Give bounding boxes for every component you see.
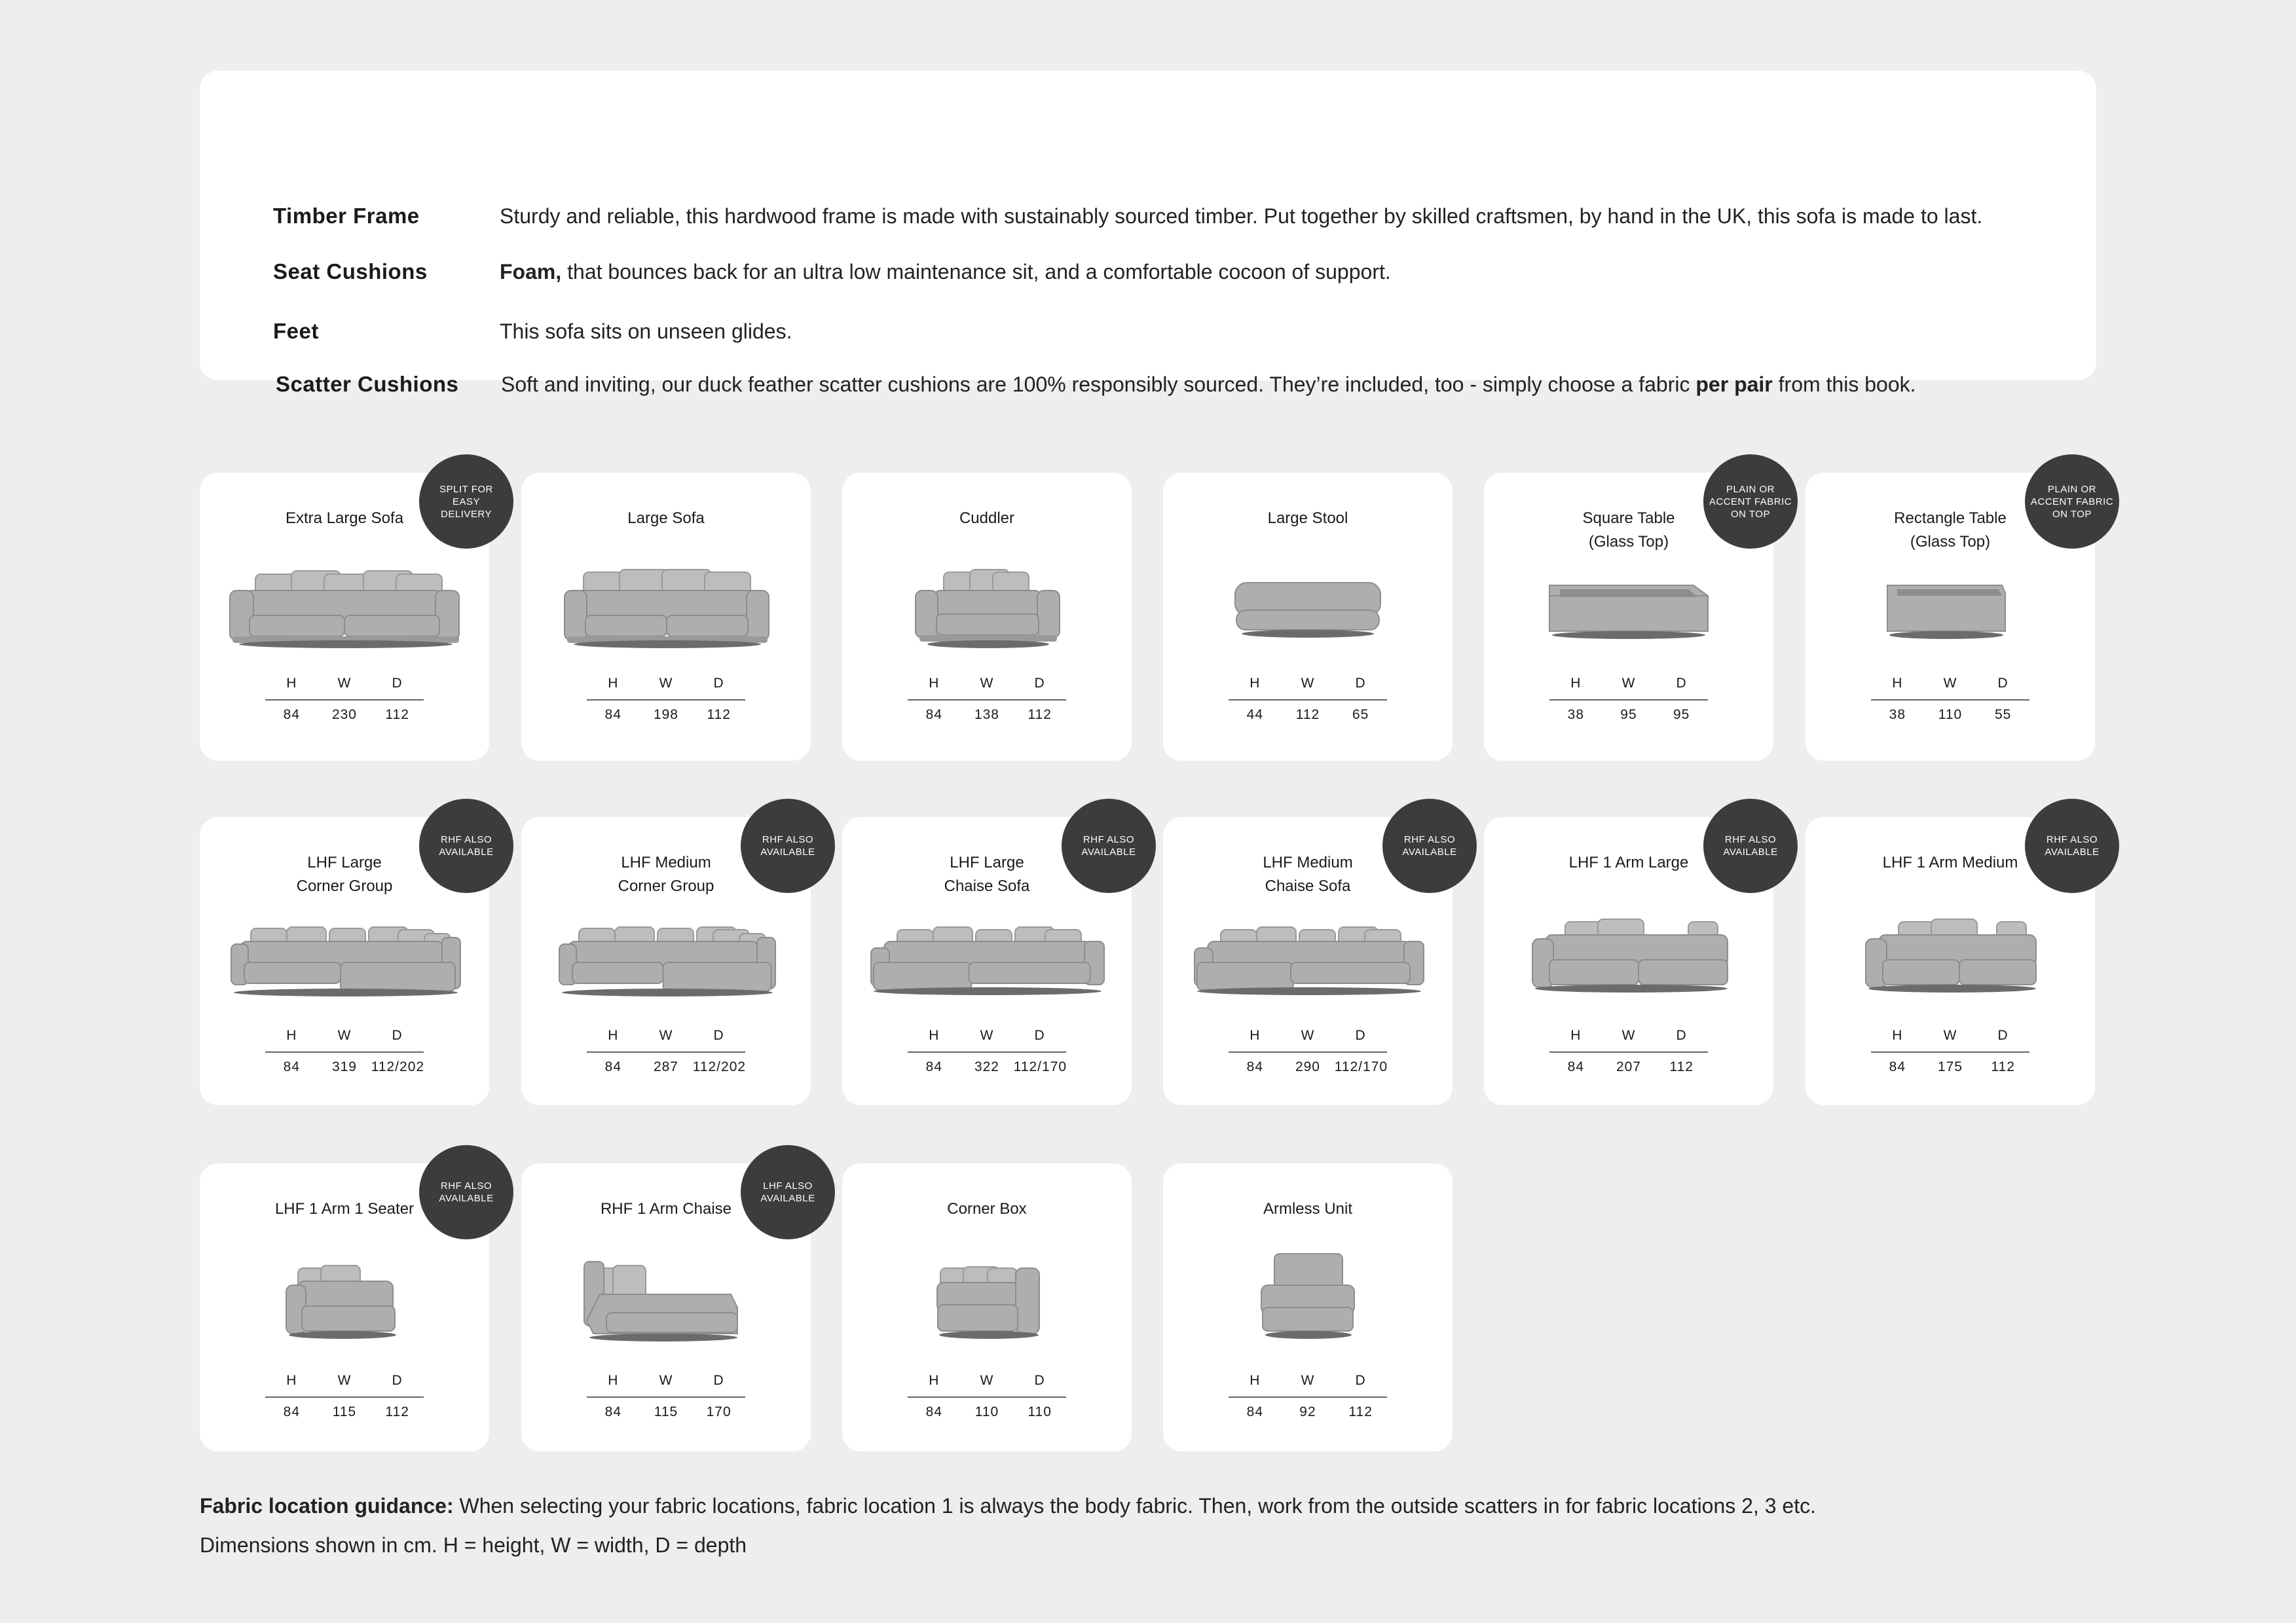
product-title: Corner Box: [947, 1200, 1027, 1218]
dim-height: 84: [925, 707, 942, 722]
dim-width: 198: [653, 707, 678, 722]
dim-header-h: H: [1892, 1028, 1903, 1043]
dims-divider: [587, 1051, 745, 1053]
dim-header-d: D: [1997, 1028, 2009, 1043]
dim-height: 38: [1889, 707, 1906, 722]
spec-text: Sturdy and reliable, this hardwood frame is made with sustainably sourced timber. Put together by skilled craftsmen, by hand in the UK, this sofa is made to last.: [500, 204, 1983, 228]
dim-depth: 112/170: [1334, 1059, 1388, 1074]
guidance-label: Fabric location guidance:: [200, 1494, 454, 1518]
dim-header-d: D: [1034, 1373, 1045, 1388]
product-title: LHF 1 Arm Medium: [1882, 854, 2018, 871]
dim-width: 290: [1295, 1059, 1320, 1074]
dim-header-w: W: [659, 676, 673, 691]
dim-depth: 112/202: [371, 1059, 425, 1074]
dim-width: 287: [653, 1059, 678, 1074]
dims-divider: [908, 1051, 1066, 1053]
dim-depth: 112: [385, 1404, 409, 1419]
info-badge: RHF ALSO AVAILABLE: [1382, 799, 1477, 893]
dim-header-w: W: [980, 1373, 994, 1388]
info-badge: PLAIN OR ACCENT FABRIC ON TOP: [1703, 454, 1798, 549]
product-title: Large Stool: [1267, 509, 1348, 527]
guidance-text: When selecting your fabric locations, fabric location 1 is always the body fabric. Then, work from the outside scatters in for fabric locations 2, 3 etc.: [453, 1494, 1816, 1518]
product-card: [1484, 473, 1792, 761]
product-card: [1484, 817, 1778, 1105]
spec-row-scatter-cushions: [200, 365, 2096, 404]
spec-text: This sofa sits on unseen glides.: [500, 319, 792, 343]
dim-width: 138: [974, 707, 999, 722]
spec-label: Feet: [273, 319, 319, 343]
dim-height: 84: [604, 1404, 621, 1419]
dim-header-d: D: [392, 676, 403, 691]
product-card: [1805, 817, 2100, 1105]
dim-width: 110: [1938, 707, 1963, 722]
dim-depth: 112: [1991, 1059, 2015, 1074]
dim-header-w: W: [980, 676, 994, 691]
dim-width: 322: [974, 1059, 999, 1074]
dim-header-h: H: [1570, 676, 1582, 691]
dim-height: 84: [283, 1404, 300, 1419]
spec-row-seat-cushions: [200, 252, 2096, 291]
product-title: Large Sofa: [627, 509, 705, 527]
dim-header-w: W: [659, 1373, 673, 1388]
info-badge: RHF ALSO AVAILABLE: [419, 799, 513, 893]
dimensions-table: [587, 1028, 745, 1075]
product-card: [200, 817, 494, 1105]
dim-height: 84: [283, 1059, 300, 1074]
dims-divider: [1549, 699, 1708, 701]
dimensions-table: [1871, 1028, 2029, 1075]
dim-header-h: H: [1570, 1028, 1582, 1043]
product-card: [200, 1163, 494, 1451]
dim-header-d: D: [1034, 676, 1045, 691]
dim-width: 112: [1295, 707, 1320, 722]
dim-header-d: D: [392, 1028, 403, 1043]
dim-depth: 110: [1028, 1404, 1052, 1419]
dimensions-table: [1229, 1373, 1387, 1420]
dim-depth: 55: [1994, 707, 2012, 722]
dims-divider: [587, 699, 745, 701]
dimensions-table: [587, 676, 745, 723]
dim-header-h: H: [929, 676, 940, 691]
dim-header-w: W: [659, 1028, 673, 1043]
dim-depth: 170: [706, 1404, 731, 1419]
product-card: [521, 473, 811, 761]
fabric-guidance: [200, 1493, 1816, 1519]
spec-text: Soft and inviting, our duck feather scatter cushions are 100% responsibly sourced. They’re included, too - simply choose a fabric per pair from this book.: [501, 373, 1916, 396]
dim-width: 92: [1299, 1404, 1316, 1419]
dim-height: 84: [1889, 1059, 1906, 1074]
info-badge: RHF ALSO AVAILABLE: [1062, 799, 1156, 893]
dims-divider: [587, 1396, 745, 1398]
dim-width: 319: [331, 1059, 357, 1074]
product-card: [521, 817, 815, 1105]
dim-header-h: H: [286, 676, 297, 691]
dim-depth: 112: [707, 707, 731, 722]
info-badge: RHF ALSO AVAILABLE: [1703, 799, 1798, 893]
dim-header-h: H: [286, 1373, 297, 1388]
dim-header-w: W: [1943, 676, 1957, 691]
product-title: LHF Large Chaise Sofa: [944, 854, 1030, 895]
dim-header-d: D: [1034, 1028, 1045, 1043]
dims-divider: [908, 1396, 1066, 1398]
product-card: [200, 473, 493, 761]
dims-divider: [1229, 1051, 1387, 1053]
dimensions-table: [1229, 676, 1387, 723]
dim-header-d: D: [713, 1373, 724, 1388]
dim-height: 44: [1246, 707, 1263, 722]
dim-width: 230: [331, 707, 357, 722]
dim-height: 84: [925, 1059, 942, 1074]
info-badge: RHF ALSO AVAILABLE: [2025, 799, 2119, 893]
dim-header-d: D: [1355, 676, 1366, 691]
dims-divider: [1229, 1396, 1387, 1398]
product-title: Extra Large Sofa: [285, 509, 404, 527]
dims-divider: [265, 1396, 424, 1398]
dim-height: 84: [1567, 1059, 1584, 1074]
product-card: [1163, 817, 1457, 1105]
dim-height: 84: [1246, 1059, 1263, 1074]
dim-header-w: W: [1301, 1028, 1315, 1043]
dim-width: 207: [1616, 1059, 1641, 1074]
dim-header-h: H: [1250, 1028, 1261, 1043]
dim-depth: 112: [385, 707, 409, 722]
dims-divider: [265, 699, 424, 701]
dimensions-table: [908, 1028, 1066, 1075]
dim-header-h: H: [1250, 676, 1261, 691]
product-card: [1805, 473, 2114, 761]
dim-header-d: D: [713, 676, 724, 691]
dim-header-d: D: [713, 1028, 724, 1043]
dims-divider: [1549, 1051, 1708, 1053]
info-badge: RHF ALSO AVAILABLE: [419, 1145, 513, 1239]
product-title: RHF 1 Arm Chaise: [600, 1200, 732, 1218]
product-title: LHF Medium Chaise Sofa: [1263, 854, 1353, 895]
product-card: [1163, 1163, 1453, 1451]
product-title: Armless Unit: [1263, 1200, 1353, 1218]
dim-header-w: W: [1301, 676, 1315, 691]
dim-header-h: H: [929, 1373, 940, 1388]
dimensions-table: [265, 1028, 424, 1075]
dim-header-w: W: [1621, 1028, 1636, 1043]
spec-label: Timber Frame: [273, 204, 420, 228]
product-title: LHF 1 Arm Large: [1568, 854, 1689, 871]
dim-header-d: D: [1676, 676, 1687, 691]
spec-label: Seat Cushions: [273, 259, 428, 283]
info-badge: SPLIT FOR EASY DELIVERY: [419, 454, 513, 549]
dim-depth: 65: [1352, 707, 1369, 722]
dims-divider: [1871, 1051, 2029, 1053]
dim-height: 84: [283, 707, 300, 722]
dim-depth: 112: [1028, 707, 1052, 722]
dim-header-d: D: [1676, 1028, 1687, 1043]
dim-height: 84: [604, 707, 621, 722]
dim-height: 38: [1567, 707, 1584, 722]
product-card: [842, 1163, 1132, 1451]
info-badge: RHF ALSO AVAILABLE: [741, 799, 835, 893]
dim-height: 84: [1246, 1404, 1263, 1419]
dim-height: 84: [925, 1404, 942, 1419]
spec-label: Scatter Cushions: [276, 372, 459, 396]
dim-header-w: W: [980, 1028, 994, 1043]
dimensions-table: [1549, 676, 1708, 723]
dims-divider: [1229, 699, 1387, 701]
dim-header-w: W: [1621, 676, 1636, 691]
dim-width: 115: [332, 1404, 357, 1419]
product-title: Square Table (Glass Top): [1582, 509, 1675, 551]
dim-header-h: H: [608, 676, 619, 691]
dimensions-table: [587, 1373, 745, 1420]
dim-width: 175: [1937, 1059, 1963, 1074]
spec-row-timber-frame: [200, 196, 2096, 236]
info-badge: LHF ALSO AVAILABLE: [741, 1145, 835, 1239]
dim-depth: 112: [1348, 1404, 1373, 1419]
product-title: LHF Large Corner Group: [296, 854, 393, 895]
dimensions-table: [1229, 1028, 1387, 1075]
dim-depth: 112: [1669, 1059, 1694, 1074]
dimensions-table: [908, 1373, 1066, 1420]
dims-divider: [1871, 699, 2029, 701]
dim-header-h: H: [608, 1373, 619, 1388]
dim-depth: 112/170: [1013, 1059, 1067, 1074]
dim-width: 115: [654, 1404, 678, 1419]
dims-divider: [908, 699, 1066, 701]
product-card: [842, 473, 1132, 761]
dimensions-table: [1871, 676, 2029, 723]
product-title: LHF 1 Arm 1 Seater: [274, 1200, 415, 1218]
dim-depth: 95: [1673, 707, 1690, 722]
specifications-panel: [200, 71, 2096, 396]
dim-depth: 112/202: [692, 1059, 747, 1074]
dimensions-table: [908, 676, 1066, 723]
dim-width: 95: [1620, 707, 1637, 722]
product-title: Rectangle Table (Glass Top): [1894, 509, 2007, 551]
spec-text: Foam, that bounces back for an ultra low maintenance sit, and a comfortable cocoon of support.: [500, 260, 1391, 283]
dimensions-table: [265, 1373, 424, 1420]
product-card: [842, 817, 1136, 1105]
dim-width: 110: [974, 1404, 999, 1419]
dim-header-w: W: [337, 1028, 352, 1043]
dim-header-d: D: [1355, 1373, 1366, 1388]
product-card: [1163, 473, 1453, 761]
dim-header-h: H: [1892, 676, 1903, 691]
product-card: [521, 1163, 815, 1451]
product-title: LHF Medium Corner Group: [618, 854, 714, 895]
dim-header-h: H: [286, 1028, 297, 1043]
dim-header-d: D: [1997, 676, 2009, 691]
spec-row-feet: [200, 312, 2096, 351]
dimensions-note: Dimensions shown in cm. H = height, W = width, D = depth: [200, 1533, 747, 1557]
dim-height: 84: [604, 1059, 621, 1074]
dim-header-h: H: [1250, 1373, 1261, 1388]
dim-header-d: D: [1355, 1028, 1366, 1043]
dim-header-w: W: [337, 1373, 352, 1388]
dim-header-w: W: [1943, 1028, 1957, 1043]
dims-divider: [265, 1051, 424, 1053]
dim-header-w: W: [337, 676, 352, 691]
dim-header-d: D: [392, 1373, 403, 1388]
product-title: Cuddler: [959, 509, 1015, 527]
dimensions-table: [1549, 1028, 1708, 1075]
dim-header-w: W: [1301, 1373, 1315, 1388]
dim-header-h: H: [929, 1028, 940, 1043]
info-badge: PLAIN OR ACCENT FABRIC ON TOP: [2025, 454, 2119, 549]
dimensions-table: [265, 676, 424, 723]
dim-header-h: H: [608, 1028, 619, 1043]
